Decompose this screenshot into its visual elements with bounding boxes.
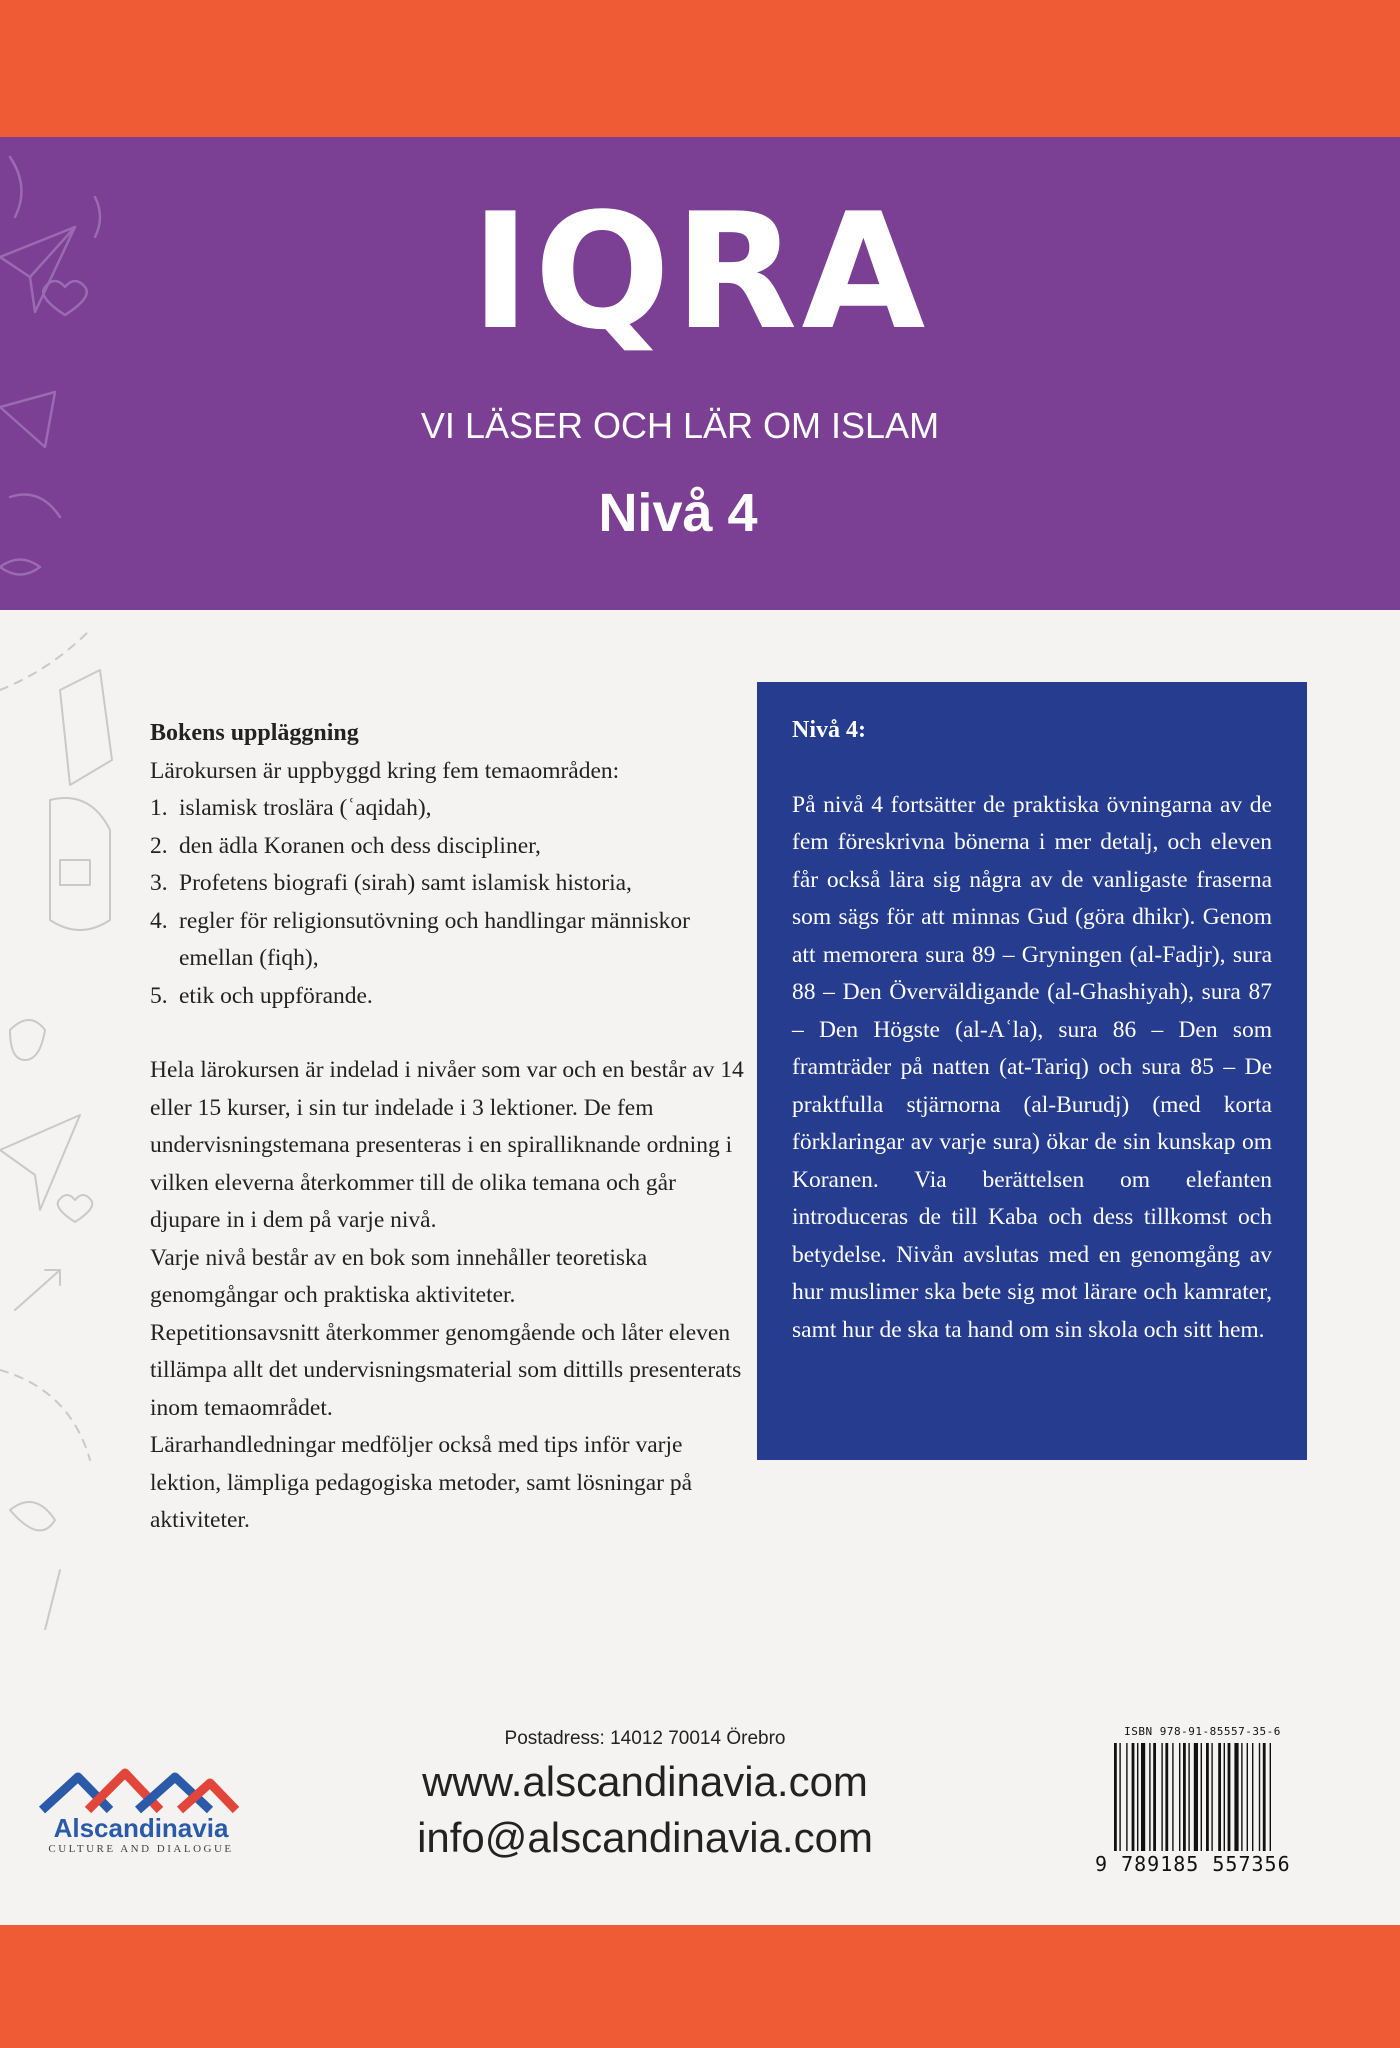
email-link[interactable]: info@alscandinavia.com (417, 1814, 873, 1861)
list-number: 5. (150, 982, 168, 1009)
ean-number: 9 789185 557356 (1095, 1852, 1291, 1876)
list-item-text: etik och uppförande. (179, 982, 373, 1009)
list-item (150, 865, 750, 903)
top-orange-band (0, 0, 1400, 137)
list-item-text: islamisk troslära (ʿaqidah), (179, 795, 432, 821)
level-summary-box (757, 682, 1307, 1460)
intro-text: Lärokursen är uppbyggd kring fem temaområden: (150, 757, 620, 784)
website-link[interactable]: www.alscandinavia.com (422, 1758, 868, 1805)
logo-name: Alscandinavia (53, 1813, 229, 1843)
book-title: IQRA (470, 178, 930, 365)
course-structure-text: Hela lärokursen är indelad i nivåer som var och en består av 14 eller 15 kurser, i sin tur indelade i 3 lektioner. De fem undervisningstemana presenteras i en spiralliknande ordning i vilken eleverna återkommer till de olika temana och går djupare in i dem på varje nivå. (150, 1057, 744, 1233)
isbn-label: ISBN 978-91-85557-35-6 (1124, 1725, 1281, 1738)
school-doodles-icon (0, 610, 120, 1630)
box-heading: Nivå 4: (792, 717, 866, 743)
postal-address: Postadress: 14012 70014 Örebro (504, 1728, 786, 1749)
list-item-text: den ädla Koranen och dess discipliner, (179, 832, 541, 859)
list-number: 4. (150, 907, 168, 934)
list-item (150, 790, 750, 828)
book-level: Nivå 4 (598, 483, 758, 543)
list-item (150, 978, 750, 1016)
box-text: På nivå 4 fortsätter de praktiska övningarna av de fem föreskrivna bönerna i mer detalj, och eleven får också lära sig några av de vanligaste fraserna som sägs för att minnas Gud (göra dhikr). Genom att memorera sura 89 – Gryningen (al-Fadjr), sura 88 – Den Överväldigande (al-Ghashiyah), sura 87 – Den Högste (al-Aʿla), sura 86 – Den som framträder på natten (at-Tariq) och sura 85 – De praktfulla stjärnorna (al-Burudj) (med korta förklaringar av varje sura) ökar de sin kunskap om Koranen. Via berättelsen om elefanten introduceras de till Kaba och dess tillkomst och betydelse. Nivån avslutas med en genomgång av hur muslimer ska bete sig mot lärare och kamrater, samt hur de ska ta hand om sin skola och sitt hem. (792, 791, 1272, 1343)
header-band (0, 137, 1400, 610)
logo-tagline: CULTURE AND DIALOGUE (48, 1843, 234, 1855)
book-subtitle: VI LÄSER OCH LÄR OM ISLAM (420, 405, 940, 446)
bottom-orange-band (0, 1925, 1400, 2048)
list-item (150, 903, 750, 978)
list-item-text: Profetens biografi (sirah) samt islamisk historia, (179, 870, 632, 896)
section-heading: Bokens uppläggning (150, 720, 359, 746)
list-number: 3. (150, 870, 168, 896)
list-number: 1. (150, 795, 168, 821)
book-structure-section (150, 715, 750, 1540)
repetition-text: Repetitionsavsnitt återkommer genomgående och låter eleven tillämpa allt det undervisningsmaterial som dittills presenterats inom temaområdet. (150, 1319, 742, 1421)
topic-list (150, 790, 750, 1015)
list-item (150, 828, 750, 866)
teacher-guide-text: Lärarhandledningar medföljer också med tips inför varje lektion, lämpliga pedagogiska metoder, samt lösningar på aktiviteter. (150, 1432, 693, 1533)
list-item-text: regler för religionsutövning och handlingar människor emellan (fiqh), (179, 907, 690, 971)
list-number: 2. (150, 832, 168, 859)
book-content-text: Varje nivå består av en bok som innehåller teoretiska genomgångar och praktiska aktiviteter. (150, 1244, 648, 1308)
